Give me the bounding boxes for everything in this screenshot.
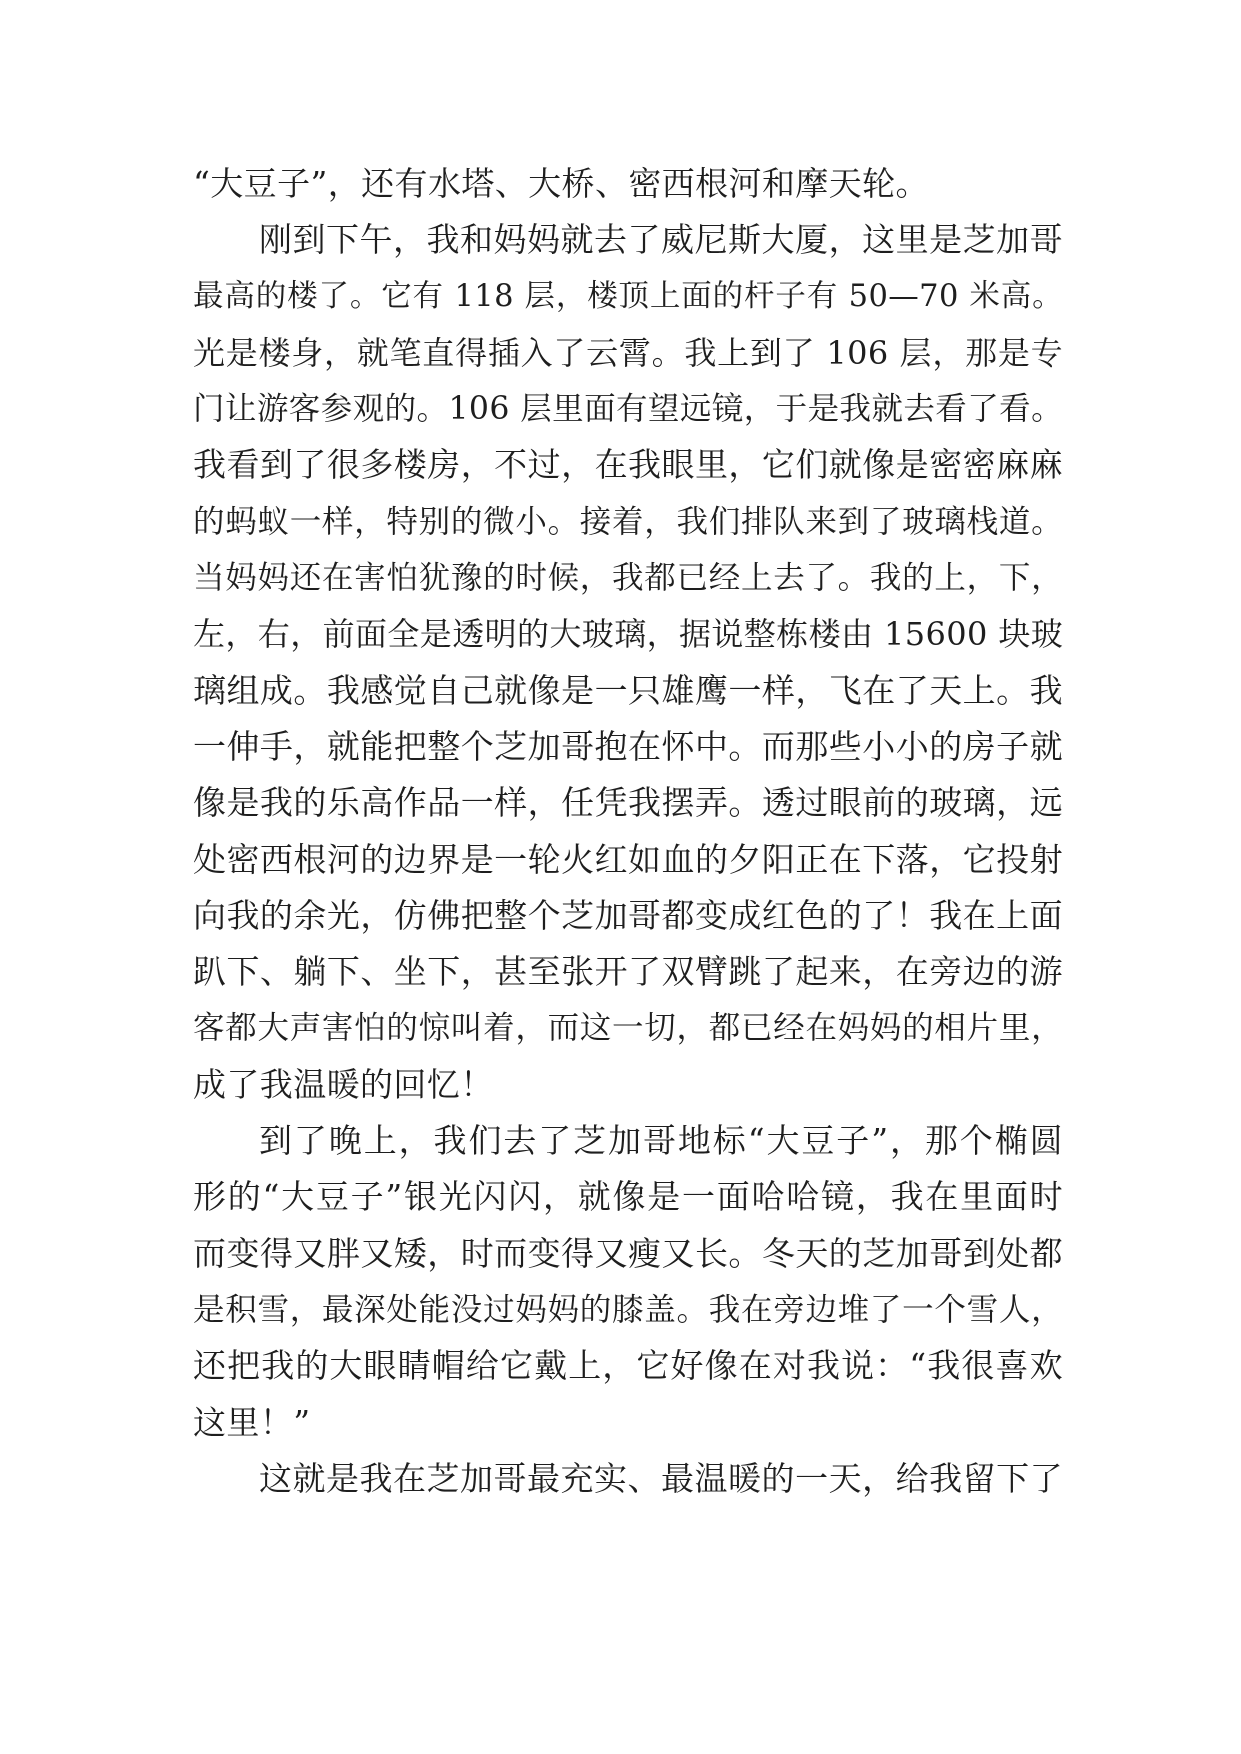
text-line: 一伸手，就能把整个芝加哥抱在怀中。而那些小小的房子就 xyxy=(193,726,1063,766)
text-line: 这里！” xyxy=(193,1402,311,1442)
text-line: 还把我的大眼睛帽给它戴上，它好像在对我说：“我很喜欢 xyxy=(193,1346,1063,1386)
text-line: 趴下、躺下、坐下，甚至张开了双臂跳了起来，在旁边的游 xyxy=(193,952,1063,992)
text-line: 最高的楼了。它有 118 层，楼顶上面的杆子有 50—70 米高。 xyxy=(193,278,1063,314)
text-line: 的蚂蚁一样，特别的微小。接着，我们排队来到了玻璃栈道。 xyxy=(193,503,1063,540)
text-line: 是积雪，最深处能没过妈妈的膝盖。我在旁边堆了一个雪人， xyxy=(193,1291,1063,1328)
text-line: 客都大声害怕的惊叫着，而这一切，都已经在妈妈的相片里， xyxy=(193,1010,1063,1047)
paragraph-first-line: 刚到下午，我和妈妈就去了威尼斯大厦，这里是芝加哥 xyxy=(259,220,1063,260)
text-line: 处密西根河的边界是一轮火红如血的夕阳正在下落，它投射 xyxy=(193,839,1063,879)
text-line: “大豆子”，还有水塔、大桥、密西根河和摩天轮。 xyxy=(193,164,929,203)
text-line: 成了我温暖的回忆！ xyxy=(193,1064,494,1104)
paragraph-first-line: 这就是我在芝加哥最充实、最温暖的一天，给我留下了 xyxy=(259,1458,1063,1498)
text-line: 璃组成。我感觉自己就像是一只雄鹰一样，飞在了天上。我 xyxy=(193,670,1063,710)
text-line: 像是我的乐高作品一样，任凭我摆弄。透过眼前的玻璃，远 xyxy=(193,783,1063,823)
text-line: 我看到了很多楼房，不过，在我眼里，它们就像是密密麻麻 xyxy=(193,445,1063,485)
text-line: 左，右，前面全是透明的大玻璃，据说整栋楼由 15600 块玻 xyxy=(193,615,1064,654)
document-body xyxy=(193,156,1063,1507)
text-line: 当妈妈还在害怕犹豫的时候，我都已经上去了。我的上，下， xyxy=(193,560,1063,597)
text-line: 向我的余光，仿佛把整个芝加哥都变成红色的了！我在上面 xyxy=(193,895,1063,935)
text-line: 门让游客参观的。106 层里面有望远镜，于是我就去看了看。 xyxy=(193,391,1063,428)
text-line: 光是楼身，就笔直得插入了云霄。我上到了 106 层，那是专 xyxy=(193,333,1063,372)
text-line: 形的“大豆子”银光闪闪，就像是一面哈哈镜，我在里面时 xyxy=(193,1177,1063,1217)
paragraph-first-line: 到了晚上，我们去了芝加哥地标“大豆子”，那个椭圆 xyxy=(259,1121,1063,1161)
text-line: 而变得又胖又矮，时而变得又瘦又长。冬天的芝加哥到处都 xyxy=(193,1233,1063,1273)
